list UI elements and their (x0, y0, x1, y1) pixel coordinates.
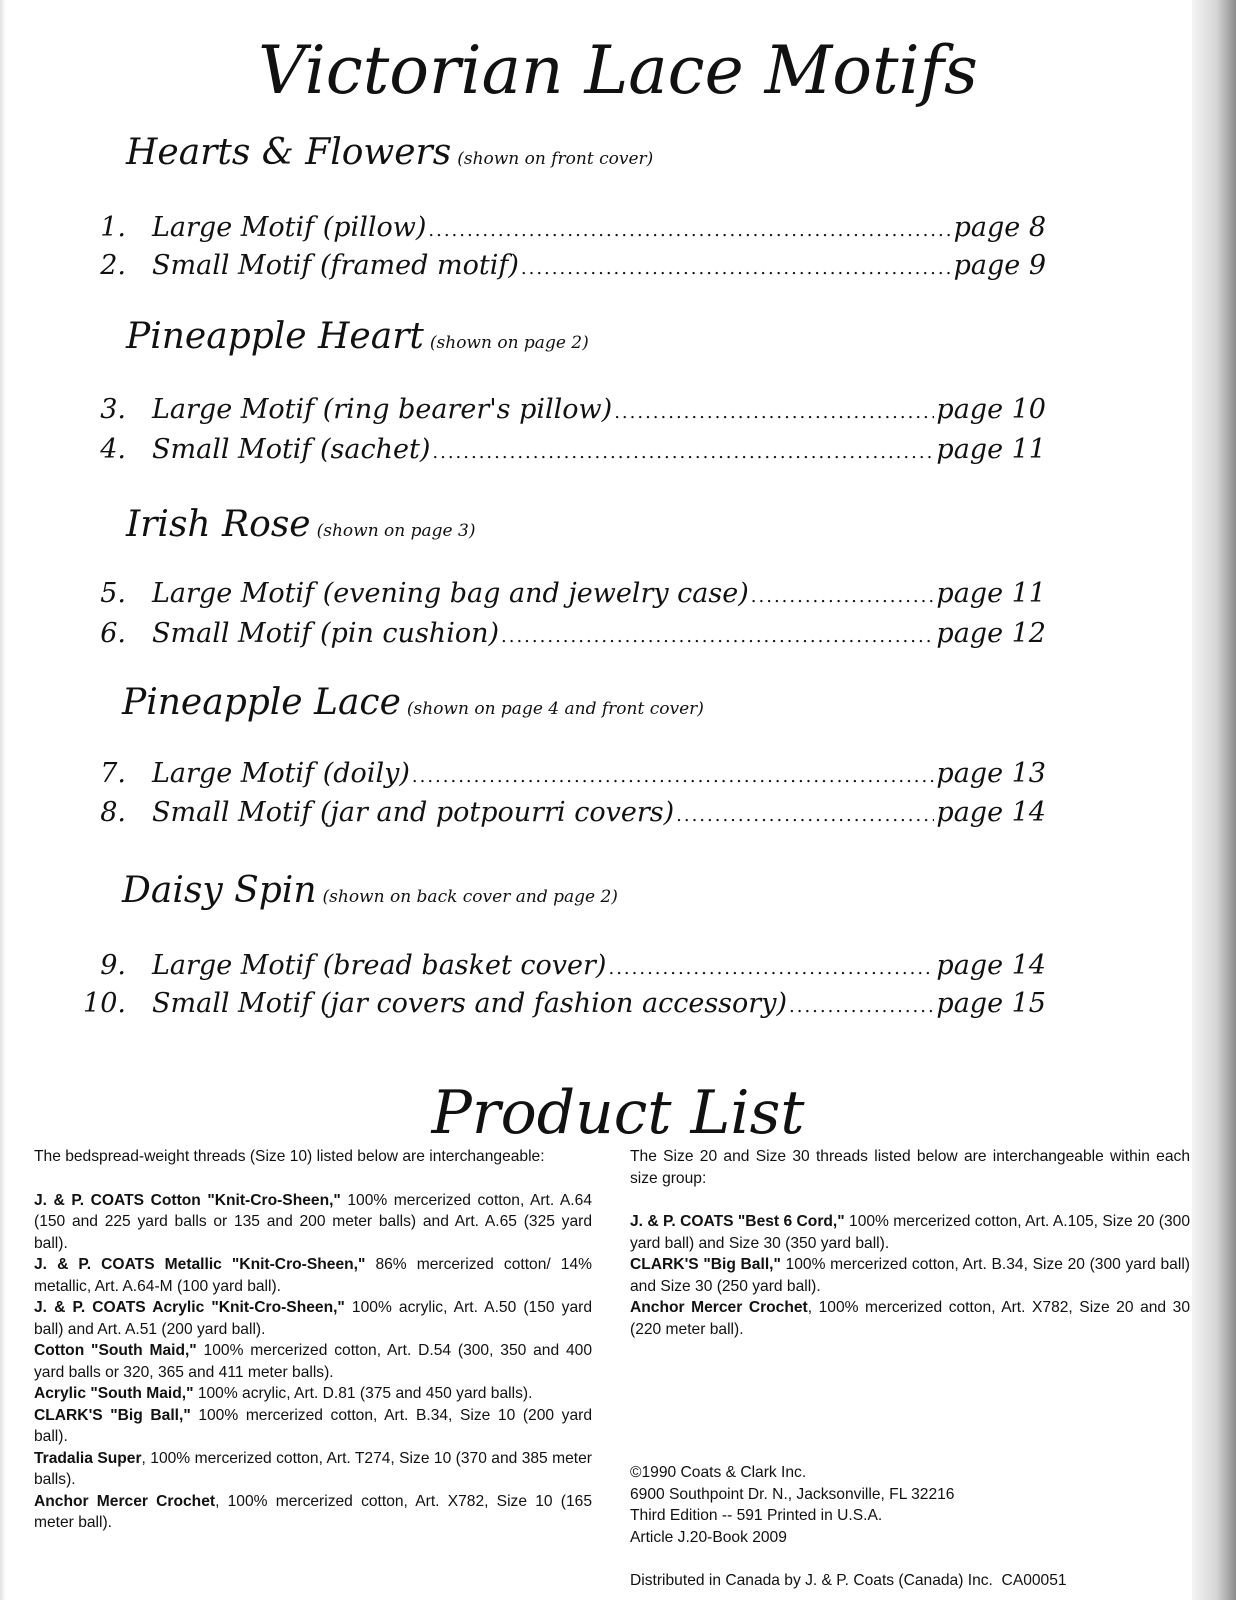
section-heading-irish-rose (126, 504, 475, 545)
toc-page: page 10 (936, 394, 1046, 425)
product-entry (630, 1254, 1190, 1297)
right-intro: The Size 20 and Size 30 threads listed below are interchangeable within each size group: (630, 1148, 1190, 1187)
product-list-right-column (630, 1146, 1190, 1340)
toc-label: Large Motif (bread basket cover) (152, 950, 607, 981)
toc-label: Small Motif (jar and potpourri covers) (152, 797, 675, 828)
product-name: CLARK'S "Big Ball," (630, 1256, 781, 1273)
product-desc: , 100% mercerized cotton, Art. X782, Size 20 and 30 (220 meter ball). (630, 1299, 1190, 1338)
toc-number: 1. (100, 212, 126, 243)
dot-leader (751, 586, 935, 607)
toc-entry[interactable] (66, 578, 1046, 609)
product-entry (34, 1491, 592, 1534)
product-name: J. & P. COATS Metallic "Knit-Cro-Sheen," (34, 1256, 366, 1273)
toc-label: Large Motif (pillow) (152, 212, 427, 243)
edition-line: Third Edition -- 591 Printed in U.S.A. (630, 1507, 883, 1524)
product-entry (34, 1405, 592, 1448)
dot-leader (432, 442, 934, 463)
product-name: Acrylic "South Maid," (34, 1385, 194, 1402)
toc-label: Large Motif (ring bearer's pillow) (152, 394, 613, 425)
toc-page: page 9 (953, 250, 1046, 281)
product-entry (34, 1340, 592, 1383)
section-note: (shown on back cover and page 2) (322, 887, 618, 907)
product-name: Anchor Mercer Crochet (34, 1492, 216, 1510)
page-title: Victorian Lace Motifs (258, 32, 978, 109)
toc-entry[interactable] (66, 797, 1046, 828)
product-name: CLARK'S "Big Ball," (34, 1406, 191, 1424)
toc-entry[interactable] (66, 394, 1046, 425)
toc-number: 8. (100, 797, 126, 828)
dot-leader (614, 402, 934, 423)
product-name: J. & P. COATS "Best 6 Cord," (630, 1213, 845, 1230)
toc-number: 10. (83, 988, 126, 1019)
toc-number: 7. (100, 758, 126, 789)
product-entry (630, 1297, 1190, 1340)
product-desc: , 100% mercerized cotton, Art. T274, Size 10 (370 and 385 meter balls). (34, 1449, 592, 1488)
section-name: Daisy Spin (122, 870, 317, 911)
toc-label: Small Motif (jar covers and fashion accessory) (152, 988, 787, 1019)
product-list-title: Product List (431, 1078, 805, 1148)
article-line: Article J.20-Book 2009 (630, 1528, 787, 1546)
toc-entry[interactable] (66, 988, 1046, 1019)
dot-leader (412, 766, 935, 787)
product-name: J. & P. COATS Acrylic "Knit-Cro-Sheen," (34, 1299, 345, 1316)
toc-page: page 11 (936, 434, 1046, 465)
product-desc: 100% mercerized cotton, Art. A.64 (150 and 225 yard balls or 135 and 200 meter balls) and Art. A.65 (325 yard ball). (34, 1191, 592, 1252)
product-entry (34, 1297, 592, 1340)
product-name: Anchor Mercer Crochet (630, 1299, 808, 1316)
toc-page: page 8 (953, 212, 1046, 243)
address-line: 6900 Southpoint Dr. N., Jacksonville, FL 32216 (630, 1485, 955, 1503)
product-desc: 86% mercerized cotton/ 14% metallic, Art. A.64-M (100 yard ball). (34, 1256, 592, 1295)
toc-label: Large Motif (doily) (152, 758, 410, 789)
toc-number: 4. (100, 434, 126, 465)
product-entry (34, 1383, 592, 1405)
copyright-block (630, 1462, 1190, 1548)
left-intro: The bedspread-weight threads (Size 10) listed below are interchangeable: (34, 1148, 545, 1165)
product-entry (630, 1211, 1190, 1254)
toc-number: 3. (100, 394, 126, 425)
toc-page: page 12 (936, 618, 1046, 649)
product-entry (34, 1190, 592, 1255)
dot-leader (428, 220, 951, 241)
copyright-line: ©1990 Coats & Clark Inc. (630, 1464, 807, 1481)
product-desc: 100% mercerized cotton, Art. B.34, Size 10 (200 yard ball). (34, 1406, 593, 1445)
page-binding-shadow (1192, 0, 1236, 1600)
section-heading-daisy-spin (122, 870, 618, 911)
product-entry (34, 1448, 592, 1491)
product-name: J. & P. COATS Cotton "Knit-Cro-Sheen," (34, 1191, 341, 1209)
section-name: Pineapple Lace (122, 682, 401, 723)
page-left-edge (0, 0, 6, 1600)
toc-page: page 11 (936, 578, 1046, 609)
toc-entry[interactable] (66, 250, 1046, 281)
toc-number: 5. (100, 578, 126, 609)
section-name: Pineapple Heart (126, 316, 424, 357)
section-note: (shown on front cover) (457, 149, 654, 169)
section-name: Irish Rose (126, 504, 311, 545)
section-heading-pineapple-heart (126, 316, 589, 357)
product-desc: 100% acrylic, Art. D.81 (375 and 450 yard balls). (193, 1385, 533, 1402)
toc-number: 2. (100, 250, 126, 281)
section-note: (shown on page 3) (316, 521, 476, 541)
toc-page: page 14 (936, 950, 1046, 981)
section-note: (shown on page 2) (429, 333, 589, 353)
section-heading-pineapple-lace (122, 682, 704, 723)
section-note: (shown on page 4 and front cover) (406, 699, 704, 719)
toc-number: 9. (100, 950, 126, 981)
toc-label: Large Motif (evening bag and jewelry case) (152, 578, 749, 609)
toc-page: page 15 (936, 988, 1046, 1019)
dot-leader (501, 626, 934, 647)
dot-leader (608, 958, 934, 979)
product-name: Cotton "South Maid," (34, 1342, 197, 1359)
toc-number: 6. (100, 618, 126, 649)
product-desc: 100% acrylic, Art. A.50 (150 yard ball) and Art. A.51 (200 yard ball). (34, 1299, 592, 1338)
product-desc: 100% mercerized cotton, Art. D.54 (300, 350 and 400 yard balls or 320, 365 and 411 meter balls). (34, 1342, 592, 1381)
toc-entry[interactable] (66, 758, 1046, 789)
product-desc: 100% mercerized cotton, Art. A.105, Size 20 (300 yard ball) and Size 30 (350 yard ball). (630, 1213, 1191, 1252)
dot-leader (789, 996, 934, 1017)
toc-entry[interactable] (66, 618, 1046, 649)
distribution-note: Distributed in Canada by J. & P. Coats (Canada) Inc. CA00051 (630, 1572, 1067, 1589)
toc-label: Small Motif (sachet) (152, 434, 431, 465)
product-desc: 100% mercerized cotton, Art. B.34, Size 20 (300 yard ball) and Size 30 (250 yard ball). (630, 1256, 1190, 1295)
toc-page: page 14 (936, 797, 1046, 828)
section-name: Hearts & Flowers (126, 132, 452, 173)
toc-entry[interactable] (66, 950, 1046, 981)
toc-label: Small Motif (framed motif) (152, 250, 519, 281)
product-entry (34, 1254, 592, 1297)
toc-entry[interactable] (66, 434, 1046, 465)
toc-page: page 13 (936, 758, 1046, 789)
product-list-left-column (34, 1146, 592, 1534)
toc-entry[interactable] (66, 212, 1046, 243)
dot-leader (676, 805, 934, 826)
section-heading-hearts-flowers (126, 132, 653, 173)
product-name: Tradalia Super (34, 1449, 142, 1467)
product-desc: , 100% mercerized cotton, Art. X782, Size 10 (165 meter ball). (34, 1492, 592, 1531)
dot-leader (521, 258, 952, 279)
toc-label: Small Motif (pin cushion) (152, 618, 500, 649)
